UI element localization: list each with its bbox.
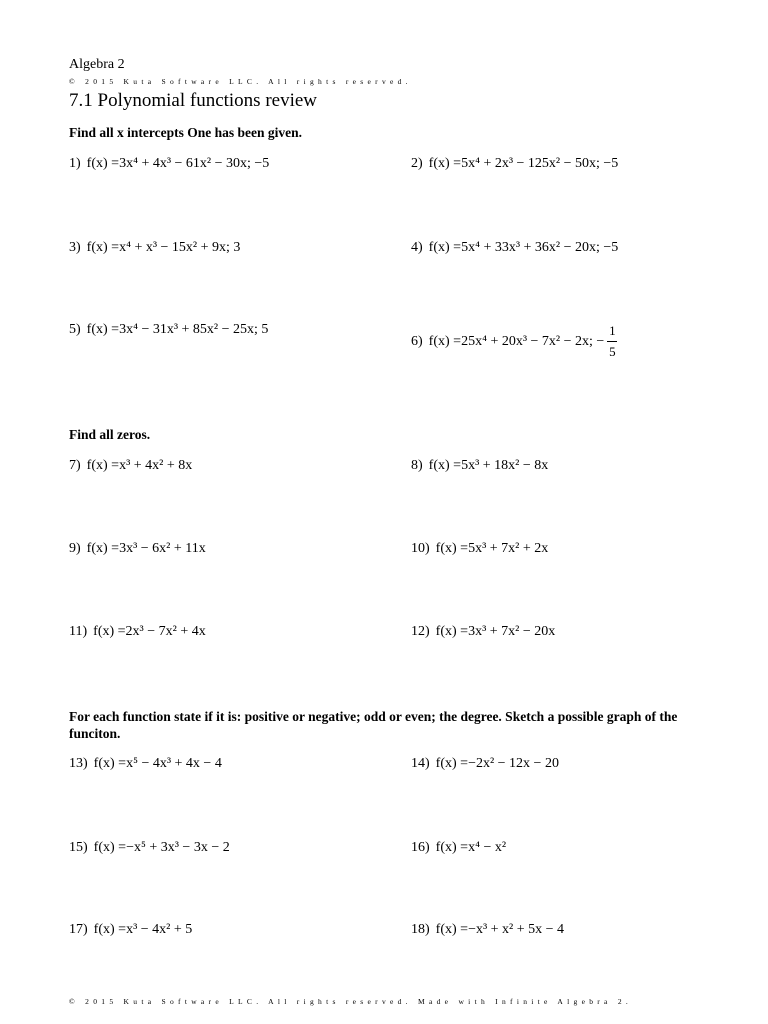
problem-14	[411, 756, 559, 772]
function-label: f(x) =	[428, 458, 462, 473]
section-2-instruction: Find all zeros.	[69, 427, 151, 442]
function-label: f(x) =	[428, 156, 462, 171]
polynomial-expression: −x⁵ + 3x³ − 3x − 2	[126, 840, 230, 855]
problem-15	[69, 840, 230, 856]
page-title: 7.1 Polynomial functions review	[69, 90, 318, 111]
polynomial-expression: 5x⁴ + 2x³ − 125x² − 50x; −5	[461, 156, 619, 171]
section-1-instruction: Find all x intercepts One has been given.	[69, 125, 303, 140]
polynomial-expression: −x³ + x² + 5x − 4	[468, 922, 565, 937]
problem-3	[69, 240, 240, 256]
polynomial-expression: 3x³ − 6x² + 11x	[119, 541, 206, 556]
problem-8	[411, 458, 548, 474]
function-label: f(x) =	[93, 840, 127, 855]
problem-number: 14)	[411, 756, 430, 771]
polynomial-expression: x⁴ − x²	[468, 840, 507, 855]
problem-number: 7)	[69, 458, 81, 473]
problem-13	[69, 756, 222, 772]
problem-17	[69, 922, 192, 938]
polynomial-expression: 2x³ − 7x² + 4x	[125, 624, 206, 639]
function-label: f(x) =	[86, 541, 120, 556]
function-label: f(x) =	[435, 756, 469, 771]
problem-number: 16)	[411, 840, 430, 855]
polynomial-expression: 5x⁴ + 33x³ + 36x² − 20x; −5	[461, 240, 619, 255]
problem-10	[411, 541, 548, 557]
polynomial-expression: 3x⁴ + 4x³ − 61x² − 30x; −5	[119, 156, 270, 171]
problem-number: 4)	[411, 240, 423, 255]
problem-number: 18)	[411, 922, 430, 937]
fraction-denominator: 5	[609, 344, 616, 359]
function-label: f(x) =	[435, 922, 469, 937]
function-label: f(x) =	[435, 624, 469, 639]
section-3-instruction: For each function state if it is: positive or negative; odd or even; the degree. Sketch a possible graph of the funciton.	[69, 709, 678, 741]
polynomial-expression: 25x⁴ + 20x³ − 7x² − 2x; −	[461, 333, 605, 349]
function-label: f(x) =	[435, 840, 469, 855]
problem-number: 3)	[69, 240, 81, 255]
polynomial-expression: x⁴ + x³ − 15x² + 9x; 3	[119, 240, 241, 255]
problem-5	[69, 322, 268, 338]
problem-number: 10)	[411, 541, 430, 556]
polynomial-expression: 5x³ + 18x² − 8x	[461, 458, 549, 473]
problem-9	[69, 541, 206, 557]
problem-2	[411, 156, 618, 172]
function-label: f(x) =	[435, 541, 469, 556]
problem-4	[411, 240, 618, 256]
copyright-line: © 2015 Kuta Software LLC. All rights reserved.	[69, 77, 412, 86]
function-label: f(x) =	[86, 322, 120, 337]
fraction-bar	[607, 341, 617, 342]
problem-16	[411, 840, 506, 856]
function-label: f(x) =	[428, 333, 462, 349]
problem-11	[69, 624, 206, 640]
polynomial-expression: x³ + 4x² + 8x	[119, 458, 193, 473]
function-label: f(x) =	[86, 156, 120, 171]
function-label: f(x) =	[93, 756, 127, 771]
fraction	[607, 324, 617, 359]
problem-number: 11)	[69, 624, 88, 639]
polynomial-expression: 3x³ + 7x² − 20x	[468, 624, 556, 639]
fraction-numerator: 1	[609, 323, 616, 338]
problem-number: 1)	[69, 156, 81, 171]
problem-number: 2)	[411, 156, 423, 171]
problem-number: 12)	[411, 624, 430, 639]
function-label: f(x) =	[428, 240, 462, 255]
function-label: f(x) =	[93, 624, 126, 639]
footer-copyright: © 2015 Kuta Software LLC. All rights reserved. Made with Infinite Algebra 2.	[69, 997, 633, 1006]
problem-number: 15)	[69, 840, 88, 855]
problem-number: 5)	[69, 322, 81, 337]
polynomial-expression: −2x² − 12x − 20	[468, 756, 559, 771]
problem-1	[69, 156, 269, 172]
function-label: f(x) =	[93, 922, 127, 937]
problem-18	[411, 922, 564, 938]
polynomial-expression: 3x⁴ − 31x³ + 85x² − 25x; 5	[119, 322, 269, 337]
problem-7	[69, 458, 192, 474]
function-label: f(x) =	[86, 458, 120, 473]
course-name: Algebra 2	[69, 57, 125, 72]
polynomial-expression: x⁵ − 4x³ + 4x − 4	[126, 756, 222, 771]
problem-6	[411, 324, 617, 359]
polynomial-expression: x³ − 4x² + 5	[126, 922, 193, 937]
function-label: f(x) =	[86, 240, 120, 255]
problem-number: 13)	[69, 756, 88, 771]
polynomial-expression: 5x³ + 7x² + 2x	[468, 541, 549, 556]
problem-number: 6)	[411, 333, 423, 349]
problem-12	[411, 624, 555, 640]
problem-number: 17)	[69, 922, 88, 937]
problem-number: 8)	[411, 458, 423, 473]
problem-number: 9)	[69, 541, 81, 556]
